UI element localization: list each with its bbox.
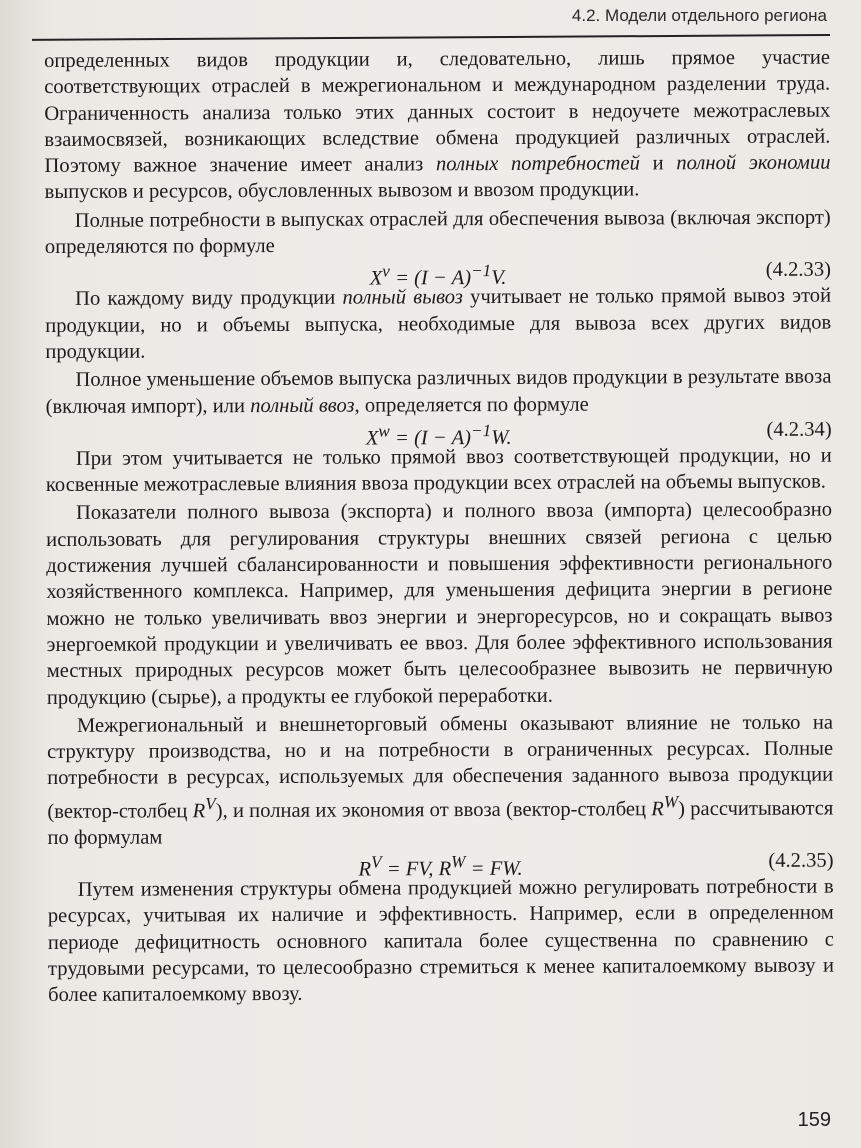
formula-4-2-33 bbox=[45, 257, 832, 290]
formula-number: (4.2.34) bbox=[766, 418, 832, 441]
formula-expression: $X^v = (I - A)^{-1}V$. bbox=[369, 261, 507, 290]
paragraph-1: определенных видов продукции и, следовательно, лишь прямое участие соответствующих отраслей в межрегиональном и международном разделении труда. Ограниченность анализа только этих данных состоит в недоучете межотраслевых взаимосвязей, возникающих вследствие обмена продукцией различных отраслей. Поэтому важное значение имеет анализ полных потребностей и полной экономии выпусков и ресурсов, обусловленных вывозом и ввозом продукции. bbox=[44, 46, 831, 204]
formula-expression: $X^w = (I - A)^{-1}W$. bbox=[365, 420, 512, 450]
emphasis-full-import: полный ввоз bbox=[250, 394, 355, 417]
formula-4-2-35 bbox=[48, 848, 834, 881]
paragraph-6: Показатели полного вывоза (экспорта) и полного ввоза (импорта) целесообразно использовать для регулирования структуры внешних связей региона с целью достижения лучшей сбалансированности и повышения эффективности регионального хозяйственного комплекса. Например, для уменьшения дефицита энергии в регионе можно не только увеличивать ввоз энергии и энергоресурсов, но и сокращать вывоз энергоемкой продукции и увеличивать ее ввоз. Для более эффективного использования местных природных ресурсов может быть целесообразнее вывозить не первичную продукцию (сырье), а продукты ее глубокой переработки. bbox=[46, 499, 833, 709]
emphasis-full-needs: полных потребностей bbox=[435, 152, 640, 176]
paragraph-2: Полные потребности в выпусках отраслей для обеспечения вывоза (включая экспорт) определяются по формуле bbox=[44, 206, 831, 259]
formula-4-2-34 bbox=[46, 416, 832, 450]
running-header: 4.2. Модели отдельного региона bbox=[571, 6, 827, 25]
paragraph-4: Полное уменьшение объемов выпуска различных видов продукции в результате ввоза (включая импорт), или полный ввоз, определяется по формуле bbox=[45, 365, 832, 418]
formula-number: (4.2.35) bbox=[768, 849, 834, 873]
emphasis-full-savings: полной экономии bbox=[676, 151, 831, 175]
paragraph-7: Межрегиональный и внешнеторговый обмены оказывают влияние не только на структуру производства, но и на потребности в ограниченных ресурсах. Полные потребности в ресурсах, используемых для обеспечения заданного вывоза продукции (вектор-столбец $R^V$), и полная их экономия от ввоза (вектор-столбец $R^W$) рассчитываются по формулам bbox=[47, 711, 834, 849]
header-rule bbox=[32, 34, 830, 41]
paragraph-8: Путем изменения структуры обмена продукцией можно регулировать потребности в ресурсах, учитывая их наличие и эффективность. Например, если в определенном периоде дефицитность основного капитала более существенна по сравнению с трудовыми ресурсами, то целесообразно стремиться к менее капиталоемкому вывозу и более капиталоемкому ввозу. bbox=[47, 875, 835, 1007]
formula-expression: $R^V$ = FV, $R^W$ = FW. bbox=[358, 852, 523, 881]
page-number: 159 bbox=[797, 1109, 831, 1131]
body-text bbox=[44, 45, 834, 1009]
paragraph-5: При этом учитывается не только прямой ввоз соответствующей продукции, но и косвенные межотраслевые влияния ввоза продукции всех отраслей на объемы выпусков. bbox=[45, 444, 832, 497]
paragraph-3: По каждому виду продукции полный вывоз учитывает не только прямой вывоз этой продукции, но и объемы выпуска, необходимые для вывоза всех других видов продукции. bbox=[45, 284, 832, 363]
formula-number: (4.2.33) bbox=[765, 258, 832, 282]
emphasis-full-export: полный вывоз bbox=[342, 286, 463, 310]
